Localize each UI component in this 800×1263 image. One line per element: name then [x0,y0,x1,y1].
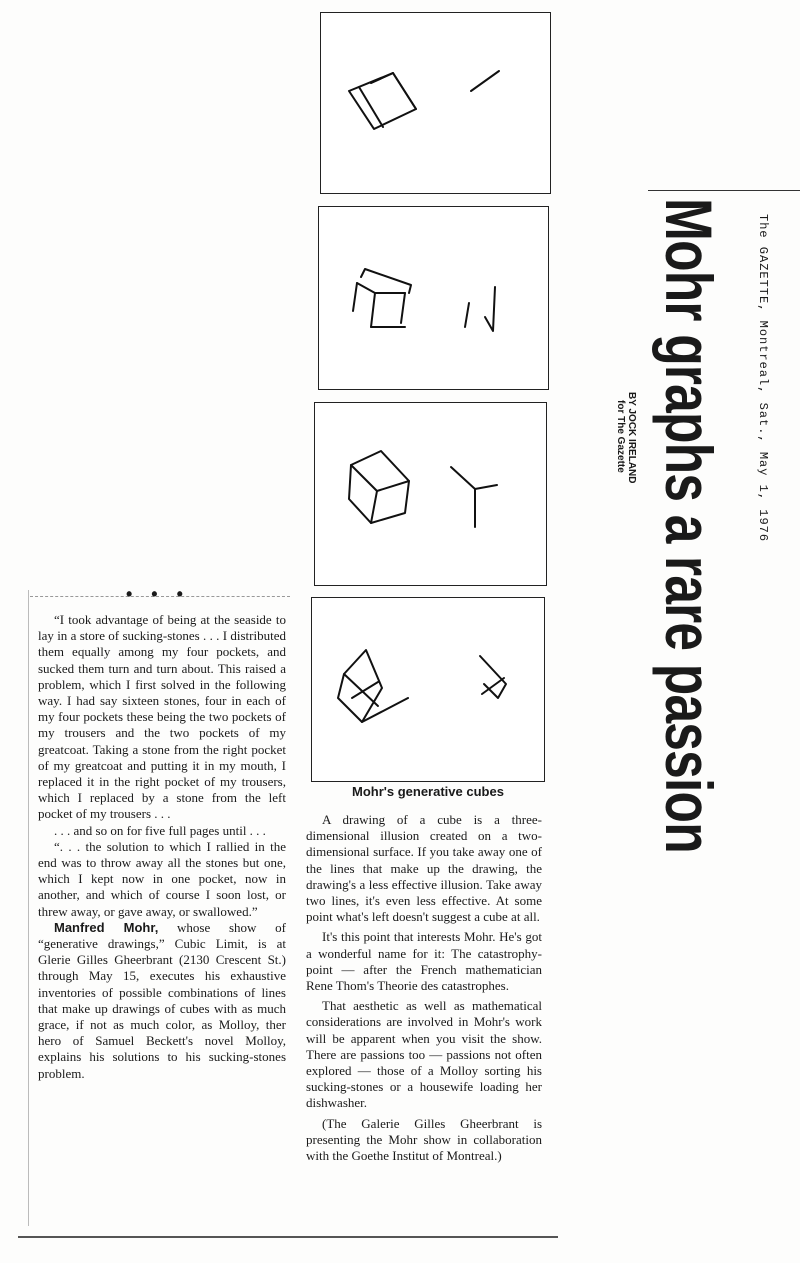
cube-drawing-2 [319,207,548,389]
bottom-rule [18,1236,558,1238]
header-rule [648,190,800,191]
cube-drawing-3 [315,403,546,585]
cube-drawing-4 [312,598,544,781]
left-column [38,612,286,1082]
cube-drawing-panel-4 [311,597,545,782]
byline-block [615,392,637,484]
cube-drawing-panel-2 [318,206,549,390]
cube-drawing-1 [321,13,550,193]
figure-caption: Mohr's generative cubes [352,784,504,799]
byline-sub: for The Gazette [615,400,626,473]
headline: Mohr graphs a rare passion [652,198,726,853]
mid-paragraph-3: That aesthetic as well as mathematical considerations are involved in Mohr's work will be apparent when you visit the show. There are passions too — passions not often explored — those of a Molloy sorting his sucking-stones or a housewife loading her dishwasher. [306,998,542,1111]
body-paragraph-text: whose show of “generative drawings,” Cubic Limit, is at Glerie Gilles Gheerbrant (2130 Crescent St.) through May 15, executes his exhaustive inventories of possible combinations of lines that make up drawings of cubes with as much grace, if not as much color, as Molloy, ther hero of Samuel Beckett's novel Molloy, explains his solutions to his sucking-stones problem. [38,919,286,1081]
section-dots: • • • [126,584,190,604]
mid-paragraph-2: It's this point that interests Mohr. He's got a wonderful name for it: The catastrophy-point — after the French mathematician Rene Thom's Theorie des catastrophes. [306,929,542,994]
body-paragraph [38,920,286,1082]
quote-paragraph-2: . . . and so on for five full pages until . . . [54,822,266,838]
cube-drawing-panel-3 [314,402,547,586]
middle-column [306,812,542,1164]
quote-paragraph-1: “I took advantage of being at the seaside to lay in a store of sucking-stones . . . I distributed them equally among my four pockets, and sucked them turn and turn about. This raised a problem, which I first solved in the following way. I had say sixteen stones, four in each of my four pockets these being the two pockets of my trousers and the two pockets of my greatcoat. Taking a stone from the right pocket of my greatcoat and putting it in my mouth, I replaced it in the right pocket of my trousers, which I replaced by a stone from the left pocket of my trousers . . . [38,612,286,822]
byline: BY JOCK IRELAND [626,392,637,484]
artist-name: Manfred Mohr, [54,919,159,935]
mid-paragraph-1: A drawing of a cube is a three-dimensional illusion created on a two-dimensional surface. If you take away one of the lines that make up the drawing, the drawing's a less effective illusion. Take away two lines, it's even less effective. At some point what's left doesn't suggest a cube at all. [306,812,542,925]
dateline: The GAZETTE, Montreal, Sat., May 1, 1976 [756,214,770,543]
cube-drawing-panel-1 [320,12,551,194]
quote-paragraph-3: “. . . the solution to which I rallied in the end was to throw away all the stones but one, which I kept now in one pocket, now in another, and which of course I soon lost, or threw away, or gave away, or swallowed.” [38,838,286,919]
column-edge-rule [28,590,30,1226]
mid-paragraph-4: (The Galerie Gilles Gheerbrant is presenting the Mohr show in collaboration with the Goethe Institut of Montreal.) [306,1115,542,1164]
